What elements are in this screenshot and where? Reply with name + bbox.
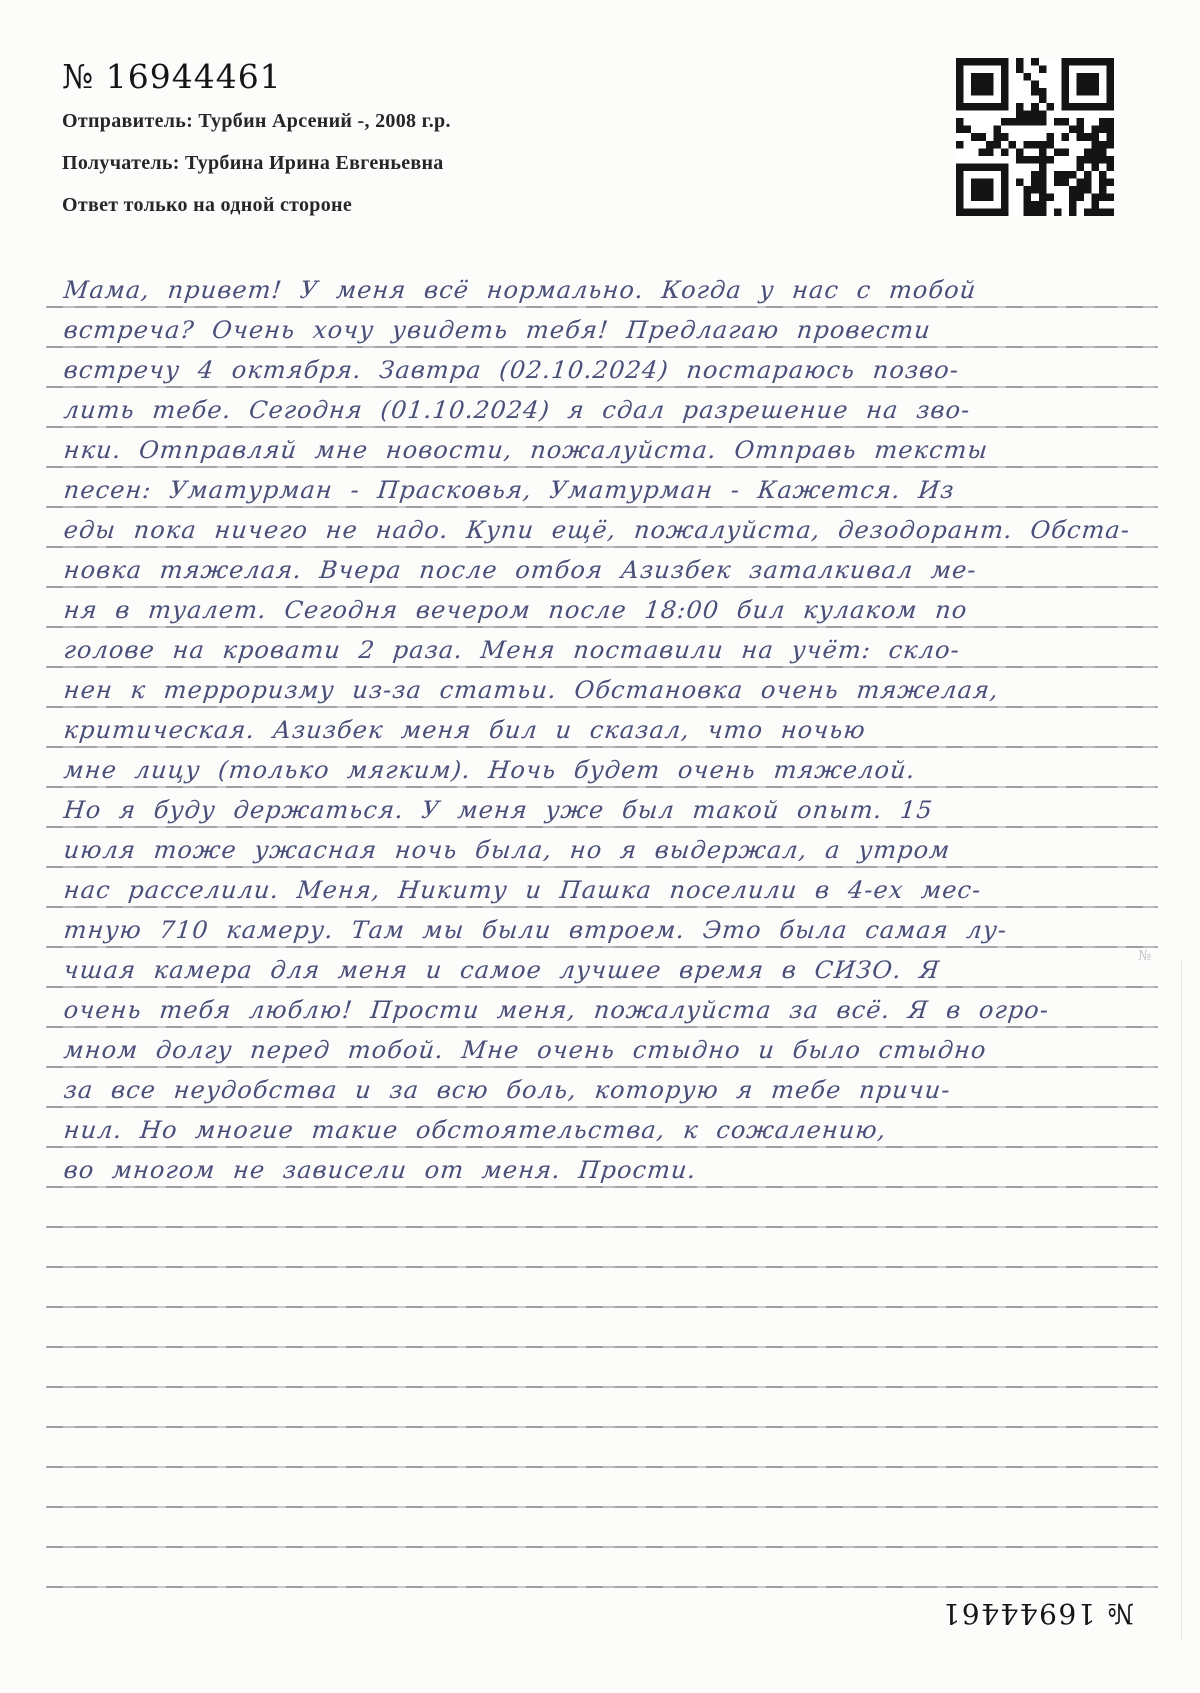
qr-code-icon xyxy=(956,58,1114,216)
ruled-line xyxy=(46,1266,1158,1268)
handwritten-line: нен к терроризму из-за статьи. Обстановка очень тяжелая, xyxy=(62,676,1001,704)
footer-document-number: № 16944461 xyxy=(941,1597,1134,1630)
handwritten-line: новка тяжелая. Вчера после отбоя Азизбек заталкивал ме- xyxy=(62,556,979,584)
ruled-line xyxy=(46,1226,1158,1228)
handwritten-line: встреча? Очень хочу увидеть тебя! Предлагаю провести xyxy=(62,316,933,344)
reply-instruction: Ответ только на одной стороне xyxy=(62,194,353,216)
ruled-line xyxy=(46,1306,1158,1308)
handwritten-line: чшая камера для меня и самое лучшее время в СИЗО. Я xyxy=(62,956,942,984)
ruled-line xyxy=(46,1346,1158,1348)
scan-artifact: № xyxy=(1138,948,1152,964)
sender-line: Отправитель: Турбин Арсений -, 2008 г.р. xyxy=(62,110,451,132)
ruled-line xyxy=(46,1466,1158,1468)
handwritten-line: ня в туалет. Сегодня вечером после 18:00 бил кулаком по xyxy=(62,596,969,624)
handwritten-line: нас расселили. Меня, Никиту и Пашка поселили в 4-ех мес- xyxy=(62,876,983,904)
handwritten-line: лить тебе. Сегодня (01.10.2024) я сдал разрешение на зво- xyxy=(62,396,972,424)
ruled-line xyxy=(46,1426,1158,1428)
handwritten-line: нки. Отправляй мне новости, пожалуйста. Отправь тексты xyxy=(62,436,990,464)
handwritten-line: во многом не зависели от меня. Прости. xyxy=(62,1156,698,1184)
handwritten-line: Но я буду держаться. У меня уже был такой опыт. 15 xyxy=(62,796,935,824)
handwritten-line: еды пока ничего не надо. Купи ещё, пожалуйста, дезодорант. Обста- xyxy=(62,516,1132,544)
handwritten-line: голове на кровати 2 раза. Меня поставили на учёт: скло- xyxy=(62,636,962,664)
handwritten-line: июля тоже ужасная ночь была, но я выдержал, а утром xyxy=(62,836,952,864)
handwritten-line: мном долгу перед тобой. Мне очень стыдно и было стыдно xyxy=(62,1036,989,1064)
document-number: № 16944461 xyxy=(62,57,282,96)
recipient-line: Получатель: Турбина Ирина Евгеньевна xyxy=(62,152,444,174)
handwritten-line: за все неудобства и за всю боль, которую я тебе причи- xyxy=(62,1076,953,1104)
handwritten-line: мне лицу (только мягким). Ночь будет очень тяжелой. xyxy=(62,756,918,784)
handwritten-line: очень тебя люблю! Прости меня, пожалуйста за всё. Я в огро- xyxy=(62,996,1051,1024)
handwritten-line: критическая. Азизбек меня бил и сказал, что ночью xyxy=(62,716,868,744)
ruled-line xyxy=(46,1386,1158,1388)
ruled-line xyxy=(46,1586,1158,1588)
handwritten-line: Мама, привет! У меня всё нормально. Когда у нас с тобой xyxy=(62,276,978,304)
page-edge-shadow xyxy=(1181,960,1182,1640)
handwritten-line: тную 710 камеру. Там мы были втроем. Это была самая лу- xyxy=(62,916,1009,944)
handwritten-line: песен: Уматурман - Прасковья, Уматурман - Кажется. Из xyxy=(62,476,957,504)
handwritten-line: встречу 4 октября. Завтра (02.10.2024) постараюсь позво- xyxy=(62,356,961,384)
handwritten-line: нил. Но многие такие обстоятельства, к сожалению, xyxy=(62,1116,888,1144)
ruled-line xyxy=(46,1546,1158,1548)
ruled-line xyxy=(46,1506,1158,1508)
